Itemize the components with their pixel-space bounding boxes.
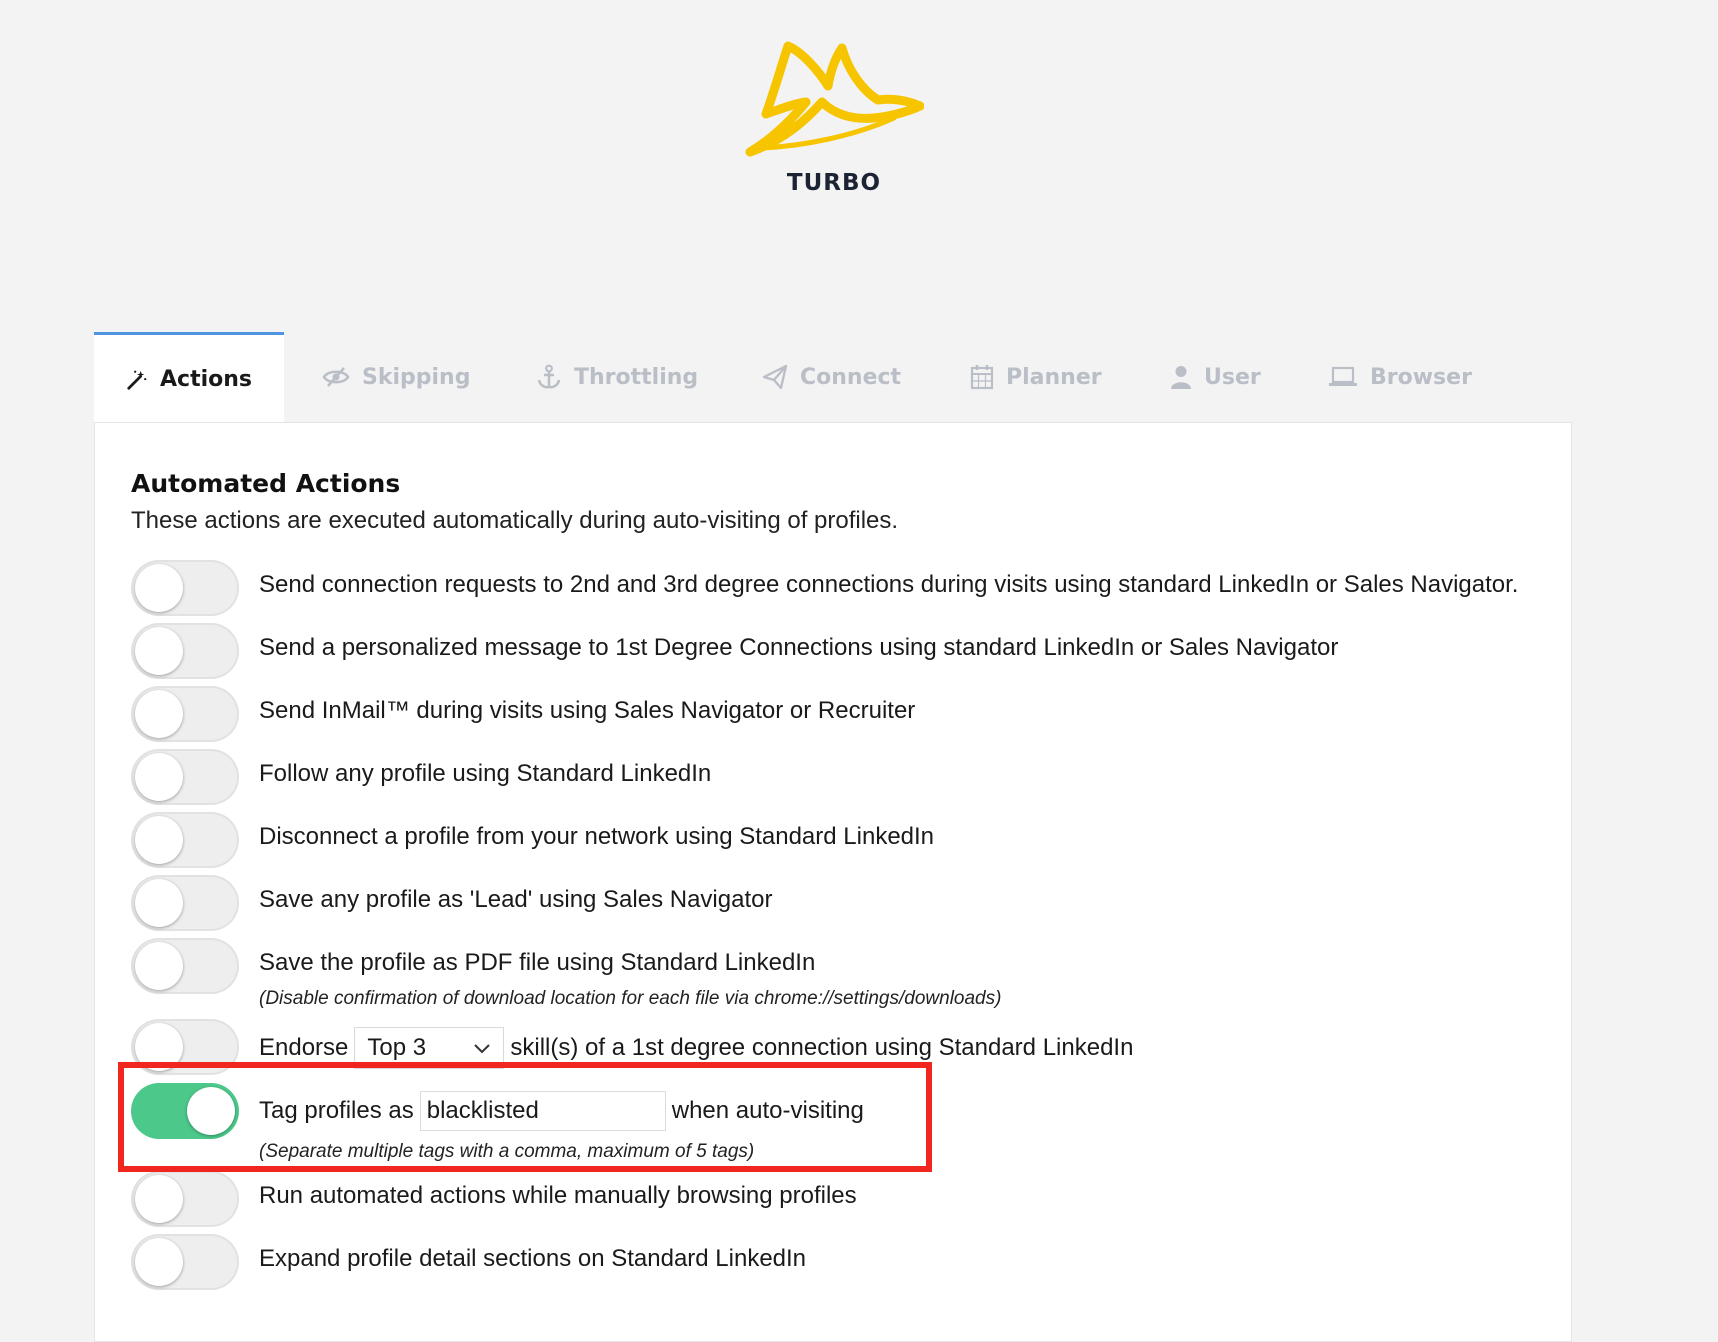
calendar-icon xyxy=(970,364,994,390)
toggle-knob xyxy=(135,816,183,864)
tab-throttling[interactable] xyxy=(536,332,698,422)
action-toggle[interactable] xyxy=(131,812,239,868)
tab-label: Throttling xyxy=(574,364,699,390)
toggle-knob xyxy=(135,1023,183,1071)
action-toggle[interactable] xyxy=(131,623,239,679)
tag-prefix: Tag profiles as xyxy=(259,1097,414,1124)
anchor-icon xyxy=(536,364,562,390)
action-label: Save the profile as PDF file using Standard LinkedIn xyxy=(259,949,816,976)
laptop-icon xyxy=(1328,366,1358,388)
tab-label: Skipping xyxy=(362,364,471,390)
endorse-toggle[interactable] xyxy=(131,1019,239,1075)
tab-label: User xyxy=(1204,364,1261,390)
eye-slash-icon xyxy=(322,366,350,388)
endorse-count-select[interactable] xyxy=(354,1027,504,1069)
action-label: Expand profile detail sections on Standard LinkedIn xyxy=(259,1245,807,1272)
toggle-knob xyxy=(135,690,183,738)
tab-user[interactable] xyxy=(1170,332,1261,422)
action-label: Disconnect a profile from your network using Standard LinkedIn xyxy=(259,823,935,850)
section-description: These actions are executed automatically during auto-visiting of profiles. xyxy=(131,507,899,534)
tab-connect[interactable] xyxy=(762,332,901,422)
tab-label: Connect xyxy=(800,364,902,390)
tab-skipping[interactable] xyxy=(322,332,470,422)
toggle-knob xyxy=(135,627,183,675)
bird-logo-icon xyxy=(744,40,924,160)
tab-actions[interactable] xyxy=(94,332,284,424)
tag-toggle[interactable] xyxy=(131,1083,239,1139)
endorse-line xyxy=(259,1027,1133,1069)
tag-line xyxy=(259,1091,864,1131)
action-label: Send InMail™ during visits using Sales Navigator or Recruiter xyxy=(259,697,916,724)
tag-note: (Separate multiple tags with a comma, maximum of 5 tags) xyxy=(259,1141,755,1162)
tab-label: Browser xyxy=(1370,364,1472,390)
chevron-down-icon xyxy=(473,1042,491,1054)
toggle-knob xyxy=(135,1238,183,1286)
action-label: Run automated actions while manually browsing profiles xyxy=(259,1182,857,1209)
user-icon xyxy=(1170,365,1192,389)
toggle-knob xyxy=(135,942,183,990)
magic-wand-icon xyxy=(126,368,148,392)
endorse-suffix: skill(s) of a 1st degree connection using Standard LinkedIn xyxy=(510,1034,1134,1061)
action-label: Save any profile as 'Lead' using Sales Navigator xyxy=(259,886,773,913)
action-label: Send connection requests to 2nd and 3rd degree connections during visits using standard LinkedIn or Sales Navigator. xyxy=(259,571,1519,598)
tag-input[interactable]: blacklisted xyxy=(420,1091,666,1131)
action-toggle[interactable] xyxy=(131,1171,239,1227)
action-toggle[interactable] xyxy=(131,560,239,616)
tab-bar xyxy=(94,332,1572,422)
tab-label: Planner xyxy=(1006,364,1102,390)
toggle-knob xyxy=(135,753,183,801)
action-toggle[interactable] xyxy=(131,686,239,742)
action-note: (Disable confirmation of download location for each file via chrome://settings/downloads) xyxy=(259,988,1002,1009)
section-title: Automated Actions xyxy=(131,469,401,498)
toggle-knob xyxy=(135,1175,183,1223)
toggle-knob xyxy=(135,879,183,927)
action-label: Follow any profile using Standard LinkedIn xyxy=(259,760,712,787)
action-toggle[interactable] xyxy=(131,1234,239,1290)
endorse-selected-value: Top 3 xyxy=(367,1034,427,1061)
tab-label: Actions xyxy=(160,367,252,392)
action-toggle[interactable] xyxy=(131,749,239,805)
action-toggle[interactable] xyxy=(131,875,239,931)
action-toggle[interactable] xyxy=(131,938,239,994)
logo-area xyxy=(0,40,1668,196)
toggle-knob xyxy=(187,1087,235,1135)
tab-planner[interactable] xyxy=(970,332,1102,422)
action-label: Send a personalized message to 1st Degree Connections using standard LinkedIn or Sales Navigator xyxy=(259,634,1339,661)
tag-suffix: when auto-visiting xyxy=(671,1097,864,1124)
paper-plane-icon xyxy=(762,364,788,390)
tab-browser[interactable] xyxy=(1328,332,1472,422)
endorse-prefix: Endorse xyxy=(259,1034,349,1061)
brand-name: TURBO xyxy=(786,170,882,196)
actions-panel xyxy=(94,422,1572,1342)
toggle-knob xyxy=(135,564,183,612)
